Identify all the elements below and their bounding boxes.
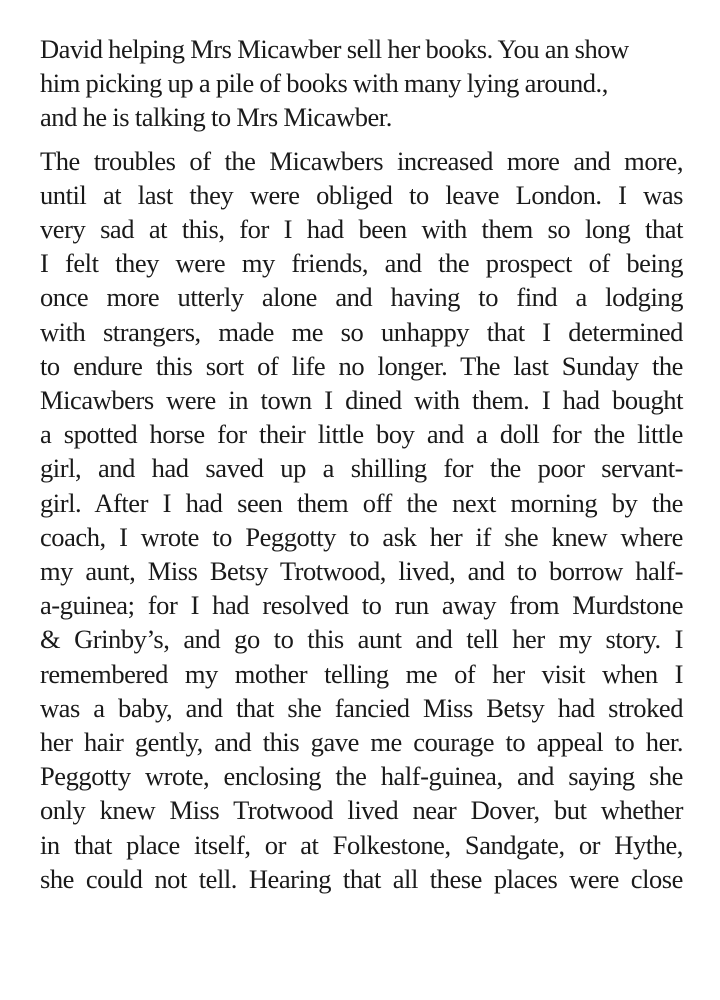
body-paragraph (40, 144, 683, 896)
body-line: her hair gently, and this gave me courage to appeal to her. (40, 727, 683, 758)
caption-line: David helping Mrs Micawber sell her books. You an show (40, 34, 629, 64)
body-line: with strangers, made me so unhappy that I determined (40, 316, 683, 347)
body-line: my aunt, Miss Betsy Trotwood, lived, and to borrow half- (40, 556, 683, 587)
body-line: only knew Miss Trotwood lived near Dover, but whether (40, 795, 683, 826)
body-line: to endure this sort of life no longer. The last Sunday the (40, 350, 683, 381)
body-line: a-guinea; for I had resolved to run away from Murdstone (40, 590, 683, 621)
body-line: girl. After I had seen them off the next morning by the (40, 487, 683, 518)
body-line: in that place itself, or at Folkestone, Sandgate, or Hythe, (40, 829, 683, 860)
body-line: & Grinby’s, and go to this aunt and tell her my story. I (40, 624, 683, 655)
caption-line: him picking up a pile of books with many lying around., (40, 68, 608, 99)
body-line: The troubles of the Micawbers increased more and more, (40, 145, 683, 176)
body-line: coach, I wrote to Peggotty to ask her if she knew where (40, 521, 683, 552)
illustration-note (40, 32, 683, 135)
body-line: she could not tell. Hearing that all these places were close (40, 863, 683, 894)
body-line: I felt they were my friends, and the prospect of being (40, 248, 683, 279)
body-line: girl, and had saved up a shilling for the poor servant- (40, 453, 683, 484)
body-line: very sad at this, for I had been with them so long that (40, 214, 683, 245)
body-line: Peggotty wrote, enclosing the half-guinea, and saying she (40, 761, 683, 792)
body-line: was a baby, and that she fancied Miss Betsy had stroked (40, 692, 683, 723)
body-line: until at last they were obliged to leave London. I was (40, 179, 683, 210)
caption-line: and he is talking to Mrs Micawber. (40, 102, 392, 133)
body-line: remembered my mother telling me of her visit when I (40, 658, 683, 689)
body-line: a spotted horse for their little boy and a doll for the little (40, 419, 683, 450)
page (40, 32, 683, 896)
body-line: once more utterly alone and having to find a lodging (40, 282, 683, 313)
body-line: Micawbers were in town I dined with them. I had bought (40, 385, 683, 416)
